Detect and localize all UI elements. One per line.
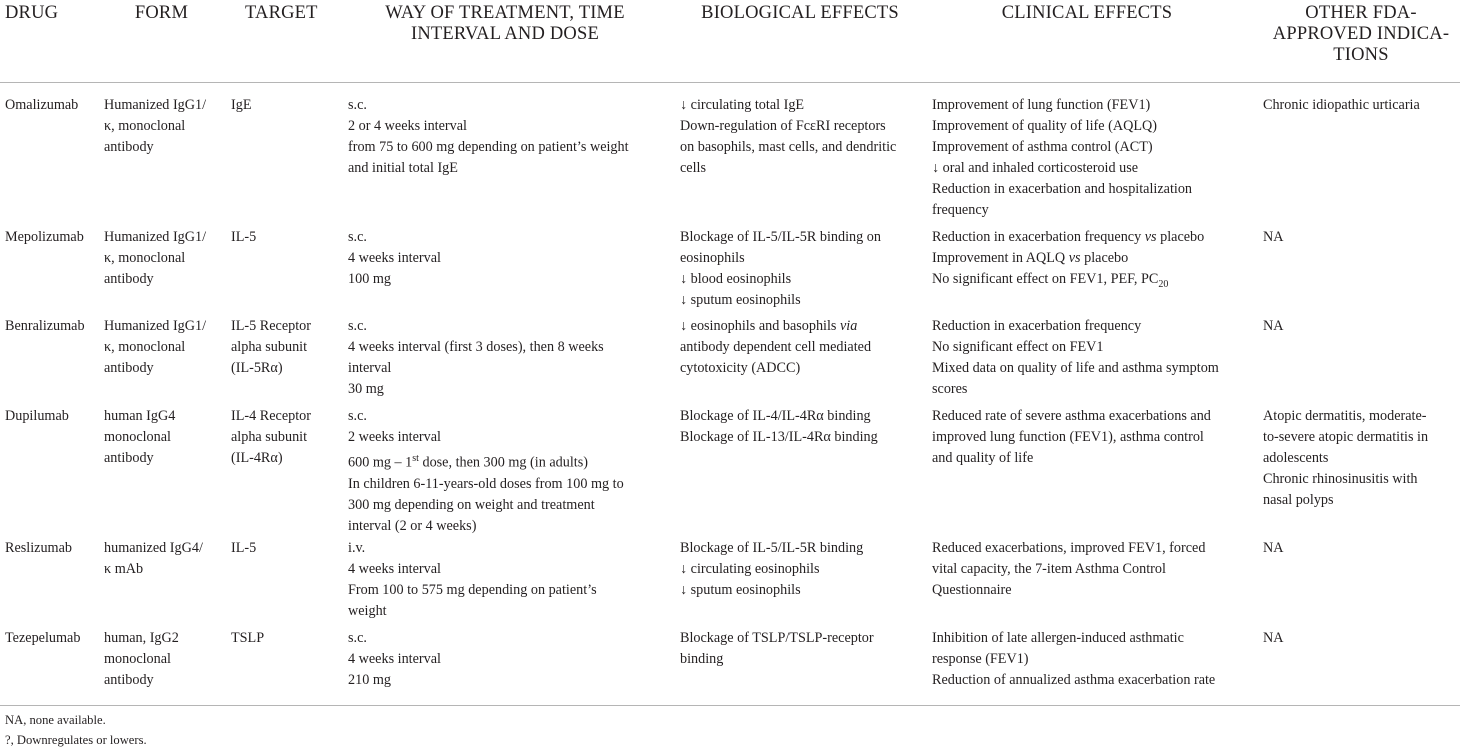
- cell-line: No significant effect on FEV1, PEF, $PC_{20}$: [932, 271, 1169, 290]
- cell-line: alpha subunit: [231, 429, 308, 445]
- cell-line: 4 weeks interval (first 3 doses), then 8 weeks: [348, 339, 604, 355]
- cell-line: 2 weeks interval: [348, 429, 441, 445]
- cell-line: Mepolizumab: [5, 229, 84, 245]
- cell-line: Humanized IgG1/: [104, 97, 207, 113]
- header-line: BIOLOGICAL EFFECTS: [701, 3, 899, 23]
- cell-line: ↓ eosinophils and basophils via: [680, 318, 858, 334]
- cell-line: 210 mg: [348, 672, 391, 688]
- cell-line: scores: [932, 381, 968, 397]
- cell-form: [104, 316, 206, 379]
- cell-line: NA: [1263, 630, 1284, 646]
- header-line: CLINICAL EFFECTS: [1001, 3, 1173, 23]
- header-form: [104, 3, 219, 24]
- cell-line: 4 weeks interval: [348, 651, 441, 667]
- cell-line: antibody dependent cell mediated: [680, 339, 872, 355]
- cell-biological: [680, 538, 863, 601]
- cell-line: i.v.: [348, 540, 366, 556]
- cell-line: Blockage of IL-4/IL-4Rα binding: [680, 408, 871, 424]
- cell-line: Mixed data on quality of life and asthma symptom: [932, 360, 1219, 376]
- cell-treatment: [348, 538, 597, 622]
- cell-line: Reslizumab: [5, 540, 72, 556]
- cell-line: antibody: [104, 271, 154, 287]
- cell-biological: [680, 628, 874, 670]
- cell-line: alpha subunit: [231, 339, 308, 355]
- cell-line: (IL-4Rα): [231, 450, 283, 466]
- cell-line: κ, monoclonal: [104, 250, 186, 266]
- cell-drug: [5, 628, 80, 649]
- cell-clinical: [932, 95, 1192, 221]
- header-target: [245, 3, 318, 24]
- cell-line: Reduction in exacerbation and hospitalization: [932, 181, 1193, 197]
- cell-line: Atopic dermatitis, moderate-: [1263, 408, 1427, 424]
- cell-treatment: [348, 628, 441, 691]
- header-line: FORM: [134, 3, 189, 23]
- cell-line: cytotoxicity (ADCC): [680, 360, 801, 376]
- cell-biological: [680, 95, 896, 179]
- cell-line: antibody: [104, 450, 154, 466]
- cell-target: [231, 406, 311, 469]
- cell-treatment: [348, 227, 441, 290]
- cell-line: NA: [1263, 229, 1284, 245]
- cell-line: κ mAb: [104, 561, 144, 577]
- cell-clinical: [932, 316, 1219, 400]
- cell-target: [231, 95, 252, 116]
- cell-line: (IL-5Rα): [231, 360, 283, 376]
- cell-target: [231, 227, 256, 248]
- cell-line: response (FEV1): [932, 651, 1029, 667]
- footnote-na: NA, none available.: [5, 713, 106, 727]
- cell-line: From 100 to 575 mg depending on patient’s: [348, 582, 597, 598]
- cell-drug: [5, 316, 85, 337]
- cell-line: IL-5 Receptor: [231, 318, 311, 334]
- cell-line: Tezepelumab: [5, 630, 81, 646]
- cell-line: frequency: [932, 202, 989, 218]
- cell-line: Reduction in exacerbation frequency vs placebo: [932, 229, 1205, 245]
- cell-line: ↓ sputum eosinophils: [680, 582, 801, 598]
- cell-line: ↓ oral and inhaled corticosteroid use: [932, 160, 1139, 176]
- cell-line: Improvement of asthma control (ACT): [932, 139, 1153, 155]
- cell-line: ↓ circulating total IgE: [680, 97, 805, 113]
- cell-line: s.c.: [348, 97, 367, 113]
- cell-line: Dupilumab: [5, 408, 69, 424]
- cell-line: Blockage of IL-5/IL-5R binding: [680, 540, 864, 556]
- bottom-rule: [0, 705, 1460, 706]
- cell-line: 4 weeks interval: [348, 250, 441, 266]
- cell-line: NA: [1263, 318, 1284, 334]
- cell-line: Improvement of lung function (FEV1): [932, 97, 1151, 113]
- cell-treatment: [348, 316, 604, 400]
- cell-line: κ, monoclonal: [104, 118, 186, 134]
- cell-other: [1263, 628, 1284, 649]
- cell-line: antibody: [104, 360, 154, 376]
- cell-line: 300 mg depending on weight and treatment: [348, 496, 595, 513]
- cell-line: vital capacity, the 7-item Asthma Control: [932, 561, 1166, 577]
- cell-line: Humanized IgG1/: [104, 229, 207, 245]
- header-drug: [5, 3, 58, 24]
- header-line: TIONS: [1333, 45, 1389, 65]
- cell-line: ↓ blood eosinophils: [680, 271, 792, 287]
- cell-line: binding: [680, 651, 724, 667]
- header-biological-effects: [680, 3, 920, 24]
- cell-target: [231, 316, 311, 379]
- cell-line: ↓ circulating eosinophils: [680, 561, 820, 577]
- cell-line: and initial total IgE: [348, 160, 458, 176]
- cell-biological: [680, 227, 881, 311]
- cell-line: interval (2 or 4 weeks): [348, 517, 477, 534]
- cell-line: monoclonal: [104, 651, 171, 667]
- cell-line: eosinophils: [680, 250, 745, 266]
- cell-line: Down-regulation of FcεRI receptors: [680, 118, 886, 134]
- cell-drug: [5, 227, 84, 248]
- cell-form: [104, 227, 206, 290]
- cell-line: Questionnaire: [932, 582, 1012, 598]
- header-other-indications: [1262, 3, 1460, 66]
- cell-line: adolescents: [1263, 450, 1329, 466]
- cell-line: Reduction of annualized asthma exacerbation rate: [932, 672, 1216, 688]
- cell-line: κ, monoclonal: [104, 339, 186, 355]
- cell-line: 100 mg: [348, 271, 391, 287]
- cell-biological: [680, 316, 871, 379]
- cell-line: nasal polyps: [1263, 492, 1334, 508]
- cell-line: s.c.: [348, 408, 367, 424]
- cell-line: Blockage of IL-13/IL-4Rα binding: [680, 429, 878, 445]
- cell-line: ↓ sputum eosinophils: [680, 292, 801, 308]
- cell-line: IL-5: [231, 229, 257, 245]
- cell-drug: [5, 538, 72, 559]
- header-line: OTHER FDA-: [1305, 3, 1417, 23]
- cell-line: 30 mg: [348, 381, 384, 397]
- cell-line: on basophils, mast cells, and dendritic: [680, 139, 897, 155]
- cell-line: s.c.: [348, 630, 367, 646]
- header-clinical-effects: [932, 3, 1242, 24]
- cell-line: monoclonal: [104, 429, 171, 445]
- cell-line: interval: [348, 360, 392, 376]
- cell-line: Reduced exacerbations, improved FEV1, forced: [932, 540, 1206, 556]
- cell-line: human IgG4: [104, 408, 176, 424]
- cell-line: IgE: [231, 97, 252, 113]
- cell-line: Reduction in exacerbation frequency: [932, 318, 1142, 334]
- cell-line: s.c.: [348, 229, 367, 245]
- header-line: DRUG: [5, 3, 59, 23]
- cell-line: Blockage of TSLP/TSLP-receptor: [680, 630, 874, 646]
- cell-line: Inhibition of late allergen-induced asthmatic: [932, 630, 1184, 646]
- cell-line: 600 mg – 1st dose, then 300 mg (in adults): [348, 453, 588, 471]
- cell-line: NA: [1263, 540, 1284, 556]
- cell-line: Reduced rate of severe asthma exacerbations and: [932, 408, 1211, 424]
- cell-line: weight: [348, 603, 387, 619]
- cell-form: [104, 538, 203, 580]
- cell-line: Omalizumab: [5, 97, 79, 113]
- cell-other: [1263, 95, 1420, 116]
- cell-target: [231, 538, 256, 559]
- cell-target: [231, 628, 264, 649]
- cell-drug: [5, 406, 69, 427]
- cell-line: from 75 to 600 mg depending on patient’s weight: [348, 139, 629, 155]
- cell-line: to-severe atopic dermatitis in: [1263, 429, 1429, 445]
- cell-form: [104, 406, 175, 469]
- cell-line: Chronic idiopathic urticaria: [1263, 97, 1420, 113]
- cell-clinical: [932, 538, 1205, 601]
- cell-form: [104, 95, 206, 158]
- cell-line: antibody: [104, 139, 154, 155]
- header-rule: [0, 82, 1460, 83]
- header-line: WAY OF TREATMENT, TIME: [385, 3, 625, 23]
- cell-line: Improvement of quality of life (AQLQ): [932, 118, 1157, 134]
- cell-line: In children 6-11-years-old doses from 100 mg to: [348, 475, 624, 492]
- cell-line: cells: [680, 160, 706, 176]
- cell-treatment: [348, 95, 629, 179]
- cell-clinical: [932, 628, 1215, 691]
- footnote-arrow: ?, Downregulates or lowers.: [5, 733, 147, 747]
- cell-drug: [5, 95, 78, 116]
- header-line: APPROVED INDICA-: [1272, 24, 1450, 44]
- cell-line: improved lung function (FEV1), asthma control: [932, 429, 1204, 445]
- cell-line: No significant effect on FEV1: [932, 339, 1104, 355]
- cell-biological: [680, 406, 878, 448]
- cell-line: 2 or 4 weeks interval: [348, 118, 467, 134]
- cell-form: [104, 628, 179, 691]
- cell-other: [1263, 538, 1284, 559]
- cell-other: [1263, 316, 1284, 337]
- cell-line: IL-5: [231, 540, 257, 556]
- header-line: INTERVAL AND DOSE: [411, 24, 599, 44]
- cell-clinical: [932, 406, 1211, 469]
- cell-line: IL-4 Receptor: [231, 408, 311, 424]
- cell-line: Blockage of IL-5/IL-5R binding on: [680, 229, 881, 245]
- cell-line: Humanized IgG1/: [104, 318, 207, 334]
- cell-clinical: [932, 227, 1204, 295]
- cell-line: and quality of life: [932, 450, 1034, 466]
- cell-line: 4 weeks interval: [348, 561, 441, 577]
- cell-other: [1263, 227, 1284, 248]
- cell-line: s.c.: [348, 318, 367, 334]
- cell-line: Benralizumab: [5, 318, 85, 334]
- cell-line: humanized IgG4/: [104, 540, 203, 556]
- header-line: TARGET: [245, 3, 318, 23]
- cell-line: human, IgG2: [104, 630, 179, 646]
- cell-treatment: [348, 406, 624, 537]
- cell-other: [1263, 406, 1428, 511]
- cell-line: antibody: [104, 672, 154, 688]
- header-treatment: [345, 3, 665, 45]
- cell-line: Chronic rhinosinusitis with: [1263, 471, 1418, 487]
- cell-line: TSLP: [231, 630, 265, 646]
- cell-line: Improvement in AQLQ vs placebo: [932, 250, 1129, 266]
